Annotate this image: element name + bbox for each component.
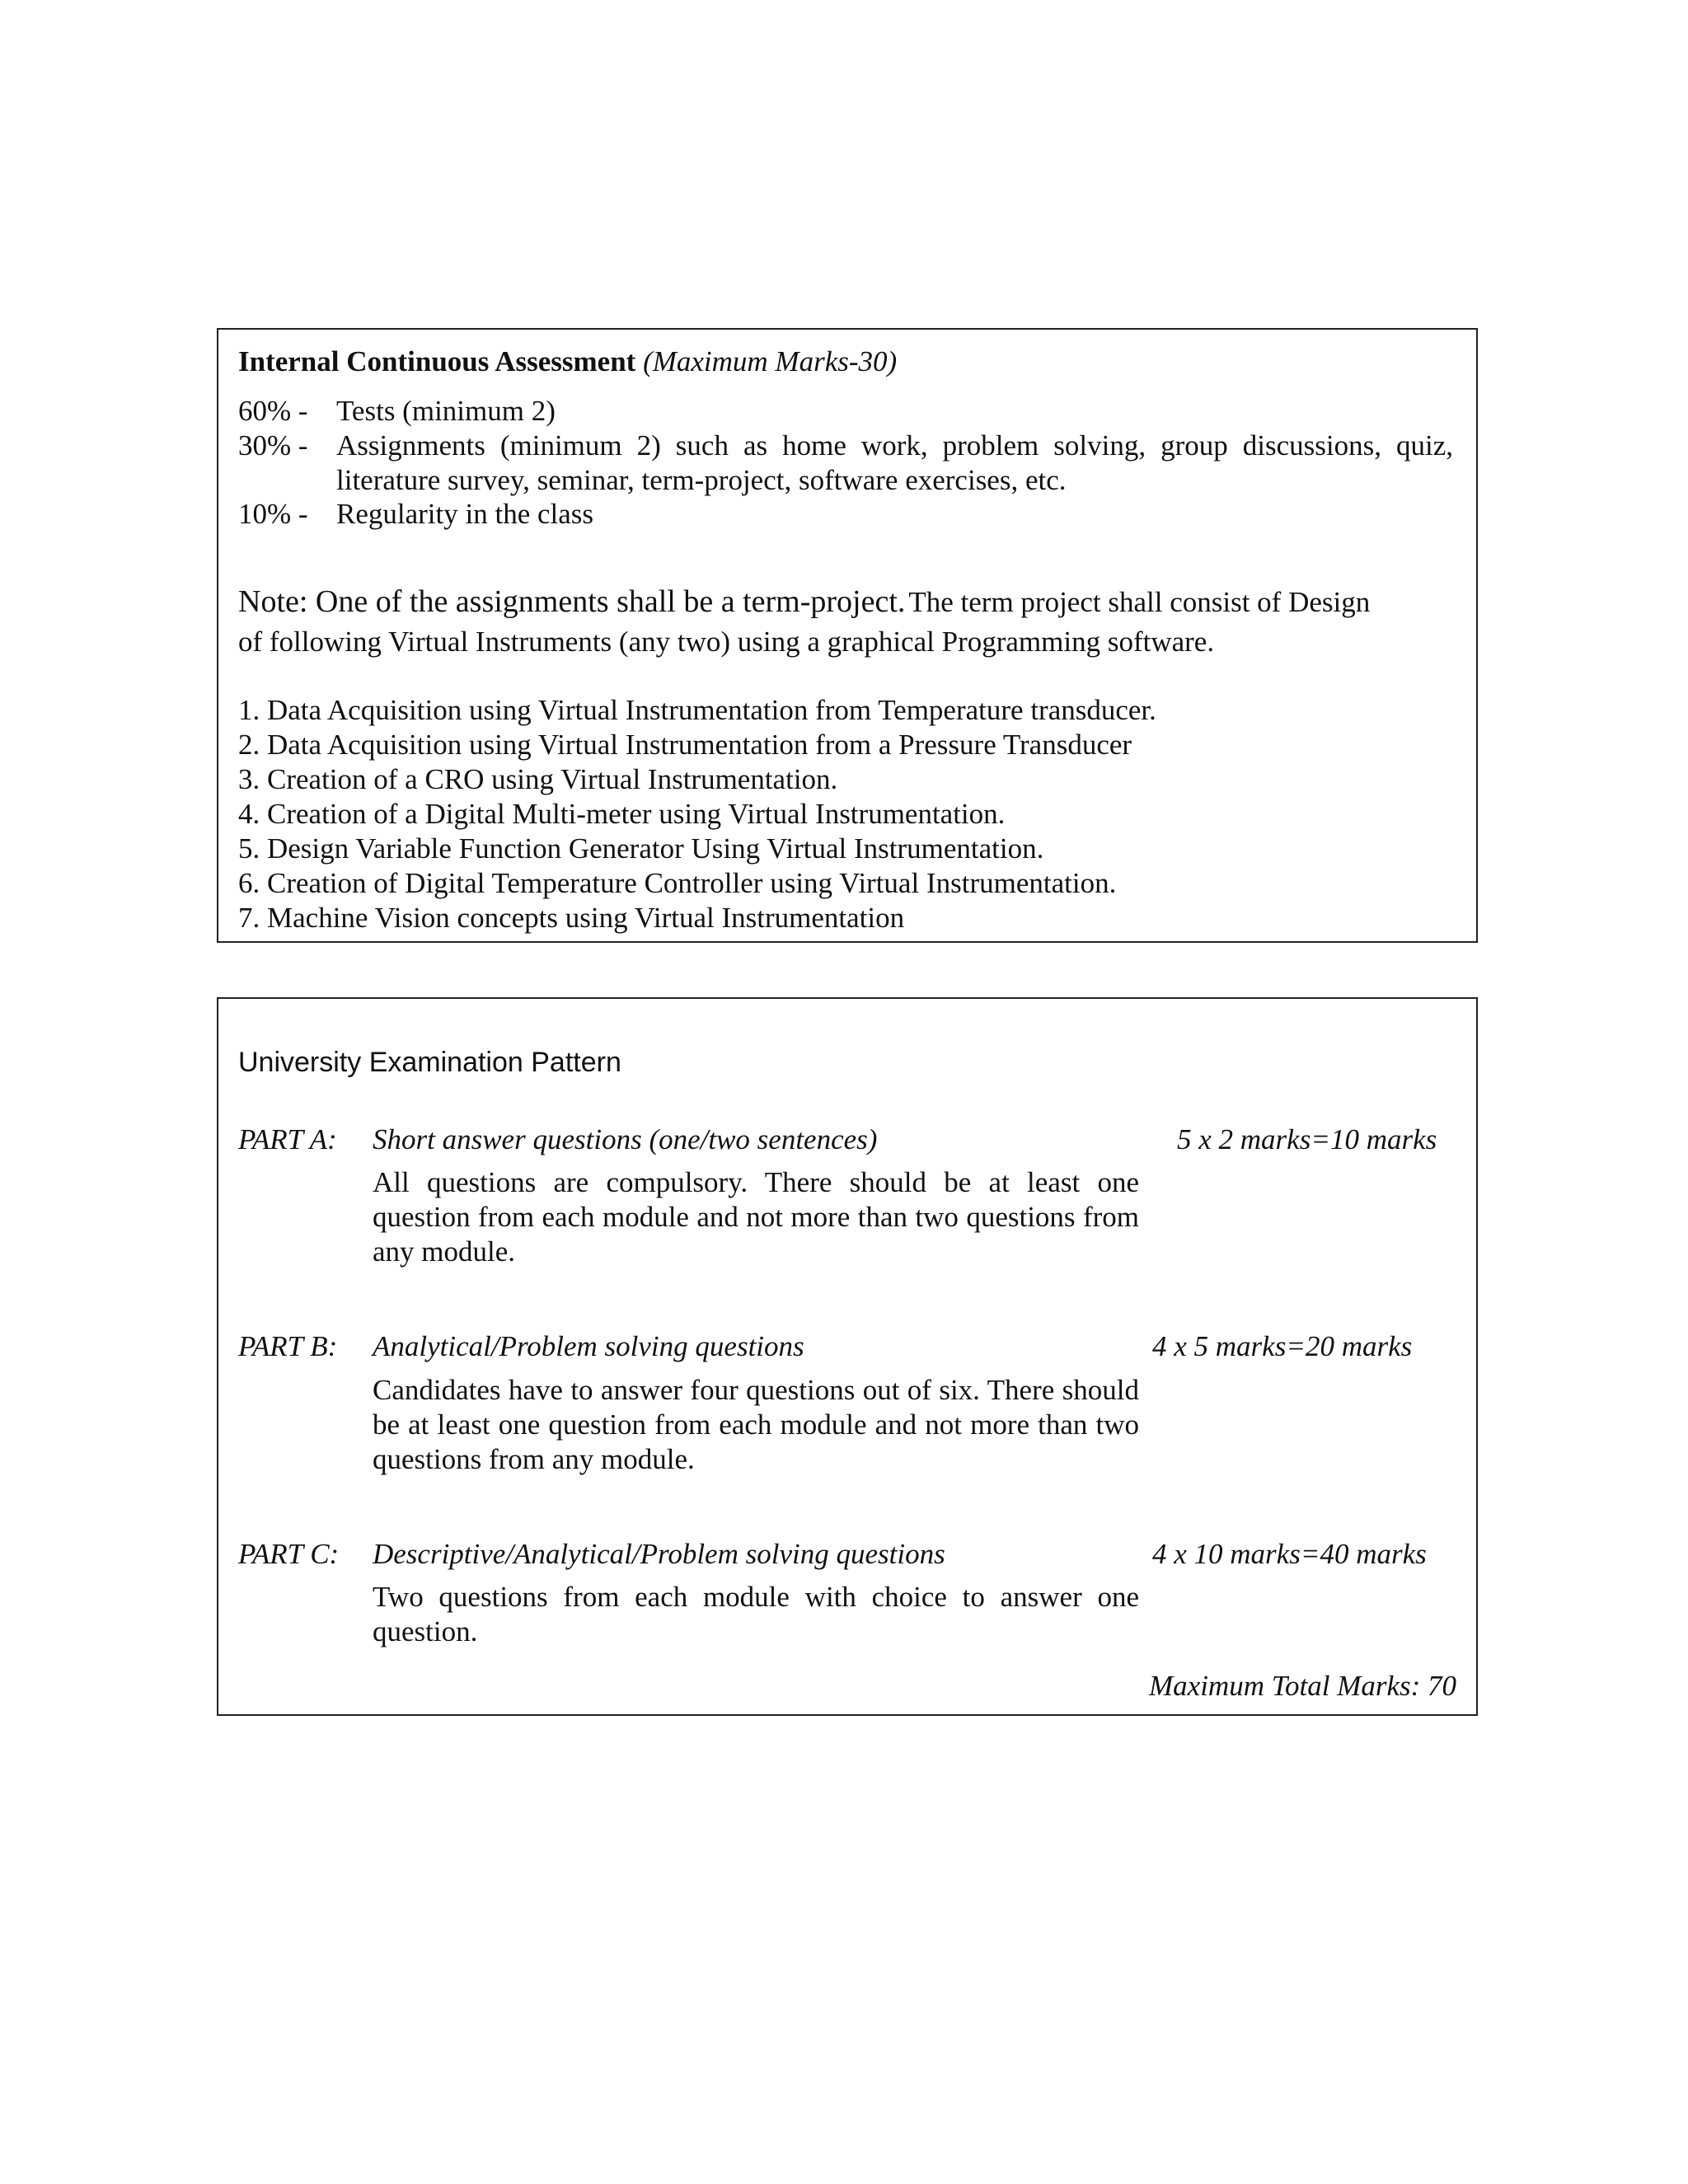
- part-heading: Descriptive/Analytical/Problem solving questions: [373, 1538, 945, 1570]
- part-description: Two questions from each module with choice to answer one question.: [373, 1581, 1139, 1647]
- project-list-item: 2. Data Acquisition using Virtual Instrumentation from a Pressure Transducer: [238, 729, 1132, 761]
- project-list-item: 1. Data Acquisition using Virtual Instrumentation from Temperature transducer.: [238, 694, 1156, 726]
- maximum-total-marks: Maximum Total Marks: 70: [1149, 1670, 1457, 1702]
- exam-pattern-title: University Examination Pattern: [238, 1047, 621, 1078]
- part-description: Candidates have to answer four questions out of six. There should be at least one question from each module and not more than two questions from any module.: [373, 1374, 1139, 1475]
- internal-assessment-title: Internal Continuous Assessment: [238, 345, 636, 377]
- part-marks: 5 x 2 marks=10 marks: [1177, 1123, 1437, 1155]
- project-list-item: 3. Creation of a CRO using Virtual Instrumentation.: [238, 763, 838, 795]
- part-label: PART A:: [238, 1123, 337, 1155]
- term-project-note: [238, 583, 1370, 620]
- project-list-item: 5. Design Variable Function Generator Using Virtual Instrumentation.: [238, 832, 1044, 865]
- internal-assessment-max-marks: (Maximum Marks-30): [643, 345, 898, 377]
- exam-pattern-box: [217, 997, 1478, 1716]
- part-label: PART B:: [238, 1330, 338, 1362]
- internal-assessment-box: [217, 328, 1478, 943]
- note-line-2: of following Virtual Instruments (any two) using a graphical Programming software.: [238, 626, 1215, 658]
- assessment-item-text: Regularity in the class: [336, 498, 594, 530]
- assessment-item-text: Tests (minimum 2): [336, 395, 556, 427]
- part-heading: Short answer questions (one/two sentences): [373, 1123, 878, 1155]
- part-marks: 4 x 10 marks=40 marks: [1152, 1538, 1427, 1570]
- project-list-item: 6. Creation of Digital Temperature Controller using Virtual Instrumentation.: [238, 867, 1117, 899]
- assessment-item-text: Assignments (minimum 2) such as home work, problem solving, group discussions, quiz, literature survey, seminar, term-project, software exercises, etc.: [336, 429, 1453, 496]
- part-marks: 4 x 5 marks=20 marks: [1152, 1330, 1413, 1362]
- note-lead: Note: One of the assignments shall be a term-project.: [238, 584, 906, 619]
- part-description: All questions are compulsory. There should be at least one question from each module and not more than two questions from any module.: [373, 1166, 1139, 1268]
- part-label: PART C:: [238, 1538, 340, 1570]
- part-heading: Analytical/Problem solving questions: [373, 1330, 804, 1362]
- assessment-item-percent: 30% -: [238, 429, 308, 462]
- assessment-item-percent: 60% -: [238, 395, 308, 427]
- project-list-item: 7. Machine Vision concepts using Virtual Instrumentation: [238, 902, 905, 934]
- assessment-item-percent: 10% -: [238, 498, 308, 530]
- note-rest: The term project shall consist of Design: [908, 586, 1371, 618]
- internal-assessment-heading: [238, 344, 897, 379]
- project-list-item: 4. Creation of a Digital Multi-meter using Virtual Instrumentation.: [238, 798, 1006, 830]
